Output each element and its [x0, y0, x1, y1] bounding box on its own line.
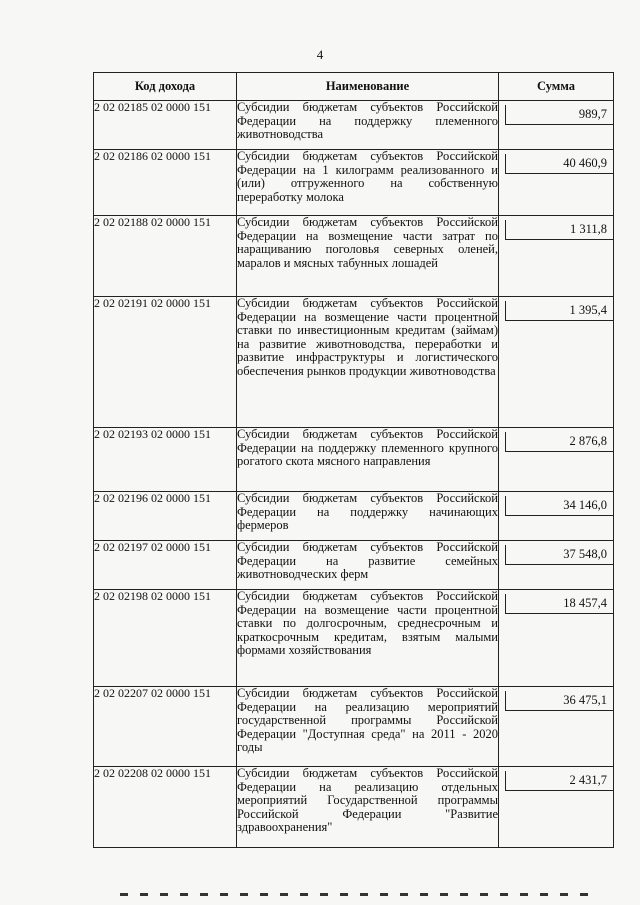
table-row — [94, 492, 614, 541]
income-code: 2 02 02186 02 0000 151 — [94, 150, 237, 216]
income-code: 2 02 02198 02 0000 151 — [94, 590, 237, 687]
table-row — [94, 150, 614, 216]
income-sum: 989,7 — [505, 105, 613, 125]
income-sum-cell — [499, 492, 614, 541]
income-sum: 2 876,8 — [505, 432, 613, 452]
table-row — [94, 101, 614, 150]
income-sum: 40 460,9 — [505, 154, 613, 174]
income-name: Субсидии бюджетам субъектов Российской Федерации на возмещение части процентной ставки по инвестиционным кредитам (займам) на развитие животноводства, переработки и развитие инфраструктуры и логистического обеспечения рынков продукции животноводства — [237, 297, 499, 428]
income-sum-cell — [499, 687, 614, 767]
income-sum-cell — [499, 428, 614, 492]
income-name: Субсидии бюджетам субъектов Российской Федерации на возмещение части процентной ставки по долгосрочным, среднесрочным и краткосрочным кредитам, взятым малыми формами хозяйствования — [237, 590, 499, 687]
income-code: 2 02 02207 02 0000 151 — [94, 687, 237, 767]
income-sum-cell — [499, 590, 614, 687]
income-sum: 18 457,4 — [505, 594, 613, 614]
income-sum: 1 311,8 — [505, 220, 613, 240]
income-name: Субсидии бюджетам субъектов Российской Федерации на поддержку племенного крупного рогатого скота мясного направления — [237, 428, 499, 492]
revenue-table — [93, 72, 614, 848]
table-header-row — [94, 73, 614, 101]
column-header-sum: Сумма — [499, 73, 614, 101]
income-sum: 36 475,1 — [505, 691, 613, 711]
column-header-code: Код дохода — [94, 73, 237, 101]
income-name: Субсидии бюджетам субъектов Российской Федерации на 1 килограмм реализованного и (или) отгруженного на собственную переработку молока — [237, 150, 499, 216]
table-row — [94, 216, 614, 297]
income-sum: 34 146,0 — [505, 496, 613, 516]
footer-dashes — [120, 893, 600, 896]
income-sum-cell — [499, 767, 614, 848]
table-row — [94, 297, 614, 428]
income-name: Субсидии бюджетам субъектов Российской Федерации на поддержку начинающих фермеров — [237, 492, 499, 541]
income-code: 2 02 02185 02 0000 151 — [94, 101, 237, 150]
income-code: 2 02 02191 02 0000 151 — [94, 297, 237, 428]
table-row — [94, 687, 614, 767]
table-row — [94, 541, 614, 590]
table-row — [94, 428, 614, 492]
income-sum-cell — [499, 101, 614, 150]
table-row — [94, 590, 614, 687]
income-sum-cell — [499, 216, 614, 297]
income-name: Субсидии бюджетам субъектов Российской Федерации на реализацию отдельных мероприятий Государственной программы Российской Федерации "Развитие здравоохранения" — [237, 767, 499, 848]
income-code: 2 02 02193 02 0000 151 — [94, 428, 237, 492]
income-name: Субсидии бюджетам субъектов Российской Федерации на развитие семейных животноводческих ферм — [237, 541, 499, 590]
income-sum: 1 395,4 — [505, 301, 613, 321]
income-sum-cell — [499, 541, 614, 590]
income-sum: 37 548,0 — [505, 545, 613, 565]
table-row — [94, 767, 614, 848]
page-number: 4 — [316, 47, 324, 62]
income-name: Субсидии бюджетам субъектов Российской Федерации на поддержку племенного животноводства — [237, 101, 499, 150]
income-code: 2 02 02197 02 0000 151 — [94, 541, 237, 590]
income-name: Субсидии бюджетам субъектов Российской Федерации на реализацию мероприятий государственной программы Российской Федерации "Доступная среда" на 2011 - 2020 годы — [237, 687, 499, 767]
income-sum-cell — [499, 297, 614, 428]
income-code: 2 02 02196 02 0000 151 — [94, 492, 237, 541]
income-name: Субсидии бюджетам субъектов Российской Федерации на возмещение части затрат по наращиванию поголовья северных оленей, маралов и мясных табунных лошадей — [237, 216, 499, 297]
income-code: 2 02 02188 02 0000 151 — [94, 216, 237, 297]
income-sum-cell — [499, 150, 614, 216]
income-sum: 2 431,7 — [505, 771, 613, 791]
income-code: 2 02 02208 02 0000 151 — [94, 767, 237, 848]
column-header-name: Наименование — [237, 73, 499, 101]
